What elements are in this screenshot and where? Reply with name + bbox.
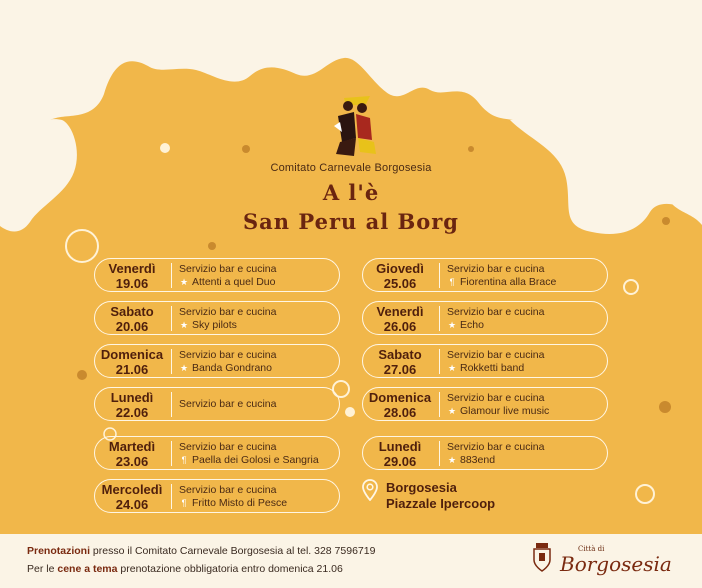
day-date: 23.06 (115, 454, 149, 469)
service-text: Servizio bar e cucina (447, 263, 545, 275)
bubble (242, 145, 250, 153)
star-icon: ★ (179, 320, 189, 330)
service-text: Servizio bar e cucina (447, 392, 545, 404)
divider (171, 484, 172, 509)
service-text: Servizio bar e cucina (179, 306, 277, 318)
event-text: Echo (460, 319, 484, 331)
star-icon: ★ (447, 455, 457, 465)
cutlery-icon: ¶ (449, 277, 455, 287)
day-date: 28.06 (383, 405, 417, 420)
booking-info (27, 545, 375, 557)
service-text: Servizio bar e cucina (179, 398, 277, 410)
poster-title-line1: A l'è (322, 180, 380, 205)
poster-title-line2: San Peru al Borg (243, 209, 459, 234)
event-text: Sky pilots (192, 319, 237, 331)
divider (171, 349, 172, 374)
day-name: Venerdì (376, 304, 424, 319)
day-name: Lunedì (378, 439, 422, 454)
day-name: Domenica (368, 390, 432, 405)
divider (171, 392, 172, 417)
bubble (160, 143, 170, 153)
schedule-row (94, 301, 340, 335)
day-date: 27.06 (383, 362, 417, 377)
event-text: 883end (460, 454, 496, 466)
service-text: Servizio bar e cucina (179, 349, 277, 361)
schedule-row (94, 387, 340, 421)
day-date: 24.06 (115, 497, 149, 512)
day-name: Venerdì (108, 261, 156, 276)
divider (439, 349, 440, 374)
service-text: Servizio bar e cucina (447, 349, 545, 361)
service-text: Servizio bar e cucina (447, 306, 545, 318)
schedule-row (362, 387, 608, 421)
note-rest: prenotazione obbligatoria entro domenica 21.06 (117, 563, 343, 575)
carnival-couple-logo (326, 92, 382, 158)
booking-label: Prenotazioni (27, 545, 91, 557)
day-date: 25.06 (383, 276, 417, 291)
day-name: Sabato (110, 304, 154, 319)
day-name: Sabato (378, 347, 422, 362)
divider (439, 263, 440, 288)
schedule-row (94, 436, 340, 470)
cutlery-icon: ¶ (181, 498, 187, 508)
event-text: Banda Gondrano (192, 362, 272, 374)
bubble (208, 242, 216, 250)
service-text: Servizio bar e cucina (179, 263, 277, 275)
day-date: 29.06 (383, 454, 417, 469)
divider (171, 441, 172, 466)
day-name: Mercoledì (101, 482, 163, 497)
day-date: 22.06 (115, 405, 149, 420)
event-text: Fiorentina alla Brace (460, 276, 557, 288)
schedule-row (362, 436, 608, 470)
committee-name: Comitato Carnevale Borgosesia (270, 162, 432, 174)
schedule-row (362, 344, 608, 378)
day-date: 21.06 (115, 362, 149, 377)
divider (439, 392, 440, 417)
event-text: Attenti a quel Duo (192, 276, 276, 288)
event-text: Rokketti band (460, 362, 525, 374)
star-icon: ★ (447, 406, 457, 416)
service-text: Servizio bar e cucina (179, 484, 277, 496)
star-icon: ★ (179, 277, 189, 287)
divider (171, 306, 172, 331)
day-name: Martedì (108, 439, 156, 454)
cutlery-icon: ¶ (181, 455, 187, 465)
event-text: Fritto Misto di Pesce (192, 497, 288, 509)
bubble (77, 370, 87, 380)
note-bold: cene a tema (57, 563, 118, 575)
location-town: Borgosesia (386, 480, 457, 495)
schedule-row (94, 479, 340, 513)
day-date: 19.06 (115, 276, 149, 291)
schedule-row (94, 258, 340, 292)
city-label-small: Città di (578, 545, 605, 553)
city-crest-icon (532, 542, 552, 572)
schedule-row (362, 301, 608, 335)
schedule-row (362, 258, 608, 292)
event-text: Glamour live music (460, 405, 550, 417)
note-start: Per le (27, 563, 58, 575)
day-name: Giovedì (376, 261, 424, 276)
event-location (386, 480, 495, 512)
day-name: Domenica (100, 347, 164, 362)
divider (171, 263, 172, 288)
star-icon: ★ (447, 363, 457, 373)
city-logo-text: Borgosesia (560, 552, 672, 576)
star-icon: ★ (179, 363, 189, 373)
themed-dinner-note (27, 563, 343, 575)
day-date: 20.06 (115, 319, 149, 334)
schedule-row (94, 344, 340, 378)
divider (439, 441, 440, 466)
day-name: Lunedì (110, 390, 154, 405)
bubble (659, 401, 671, 413)
service-text: Servizio bar e cucina (179, 441, 277, 453)
location-venue: Piazzale Ipercoop (386, 496, 496, 511)
booking-text: presso il Comitato Carnevale Borgosesia al tel. 328 7596719 (90, 545, 376, 557)
service-text: Servizio bar e cucina (447, 441, 545, 453)
divider (439, 306, 440, 331)
bubble (345, 407, 355, 417)
star-icon: ★ (447, 320, 457, 330)
event-text: Paella dei Golosi e Sangria (192, 454, 319, 466)
day-date: 26.06 (383, 319, 417, 334)
location-pin-icon (362, 479, 378, 501)
bubble (468, 146, 474, 152)
